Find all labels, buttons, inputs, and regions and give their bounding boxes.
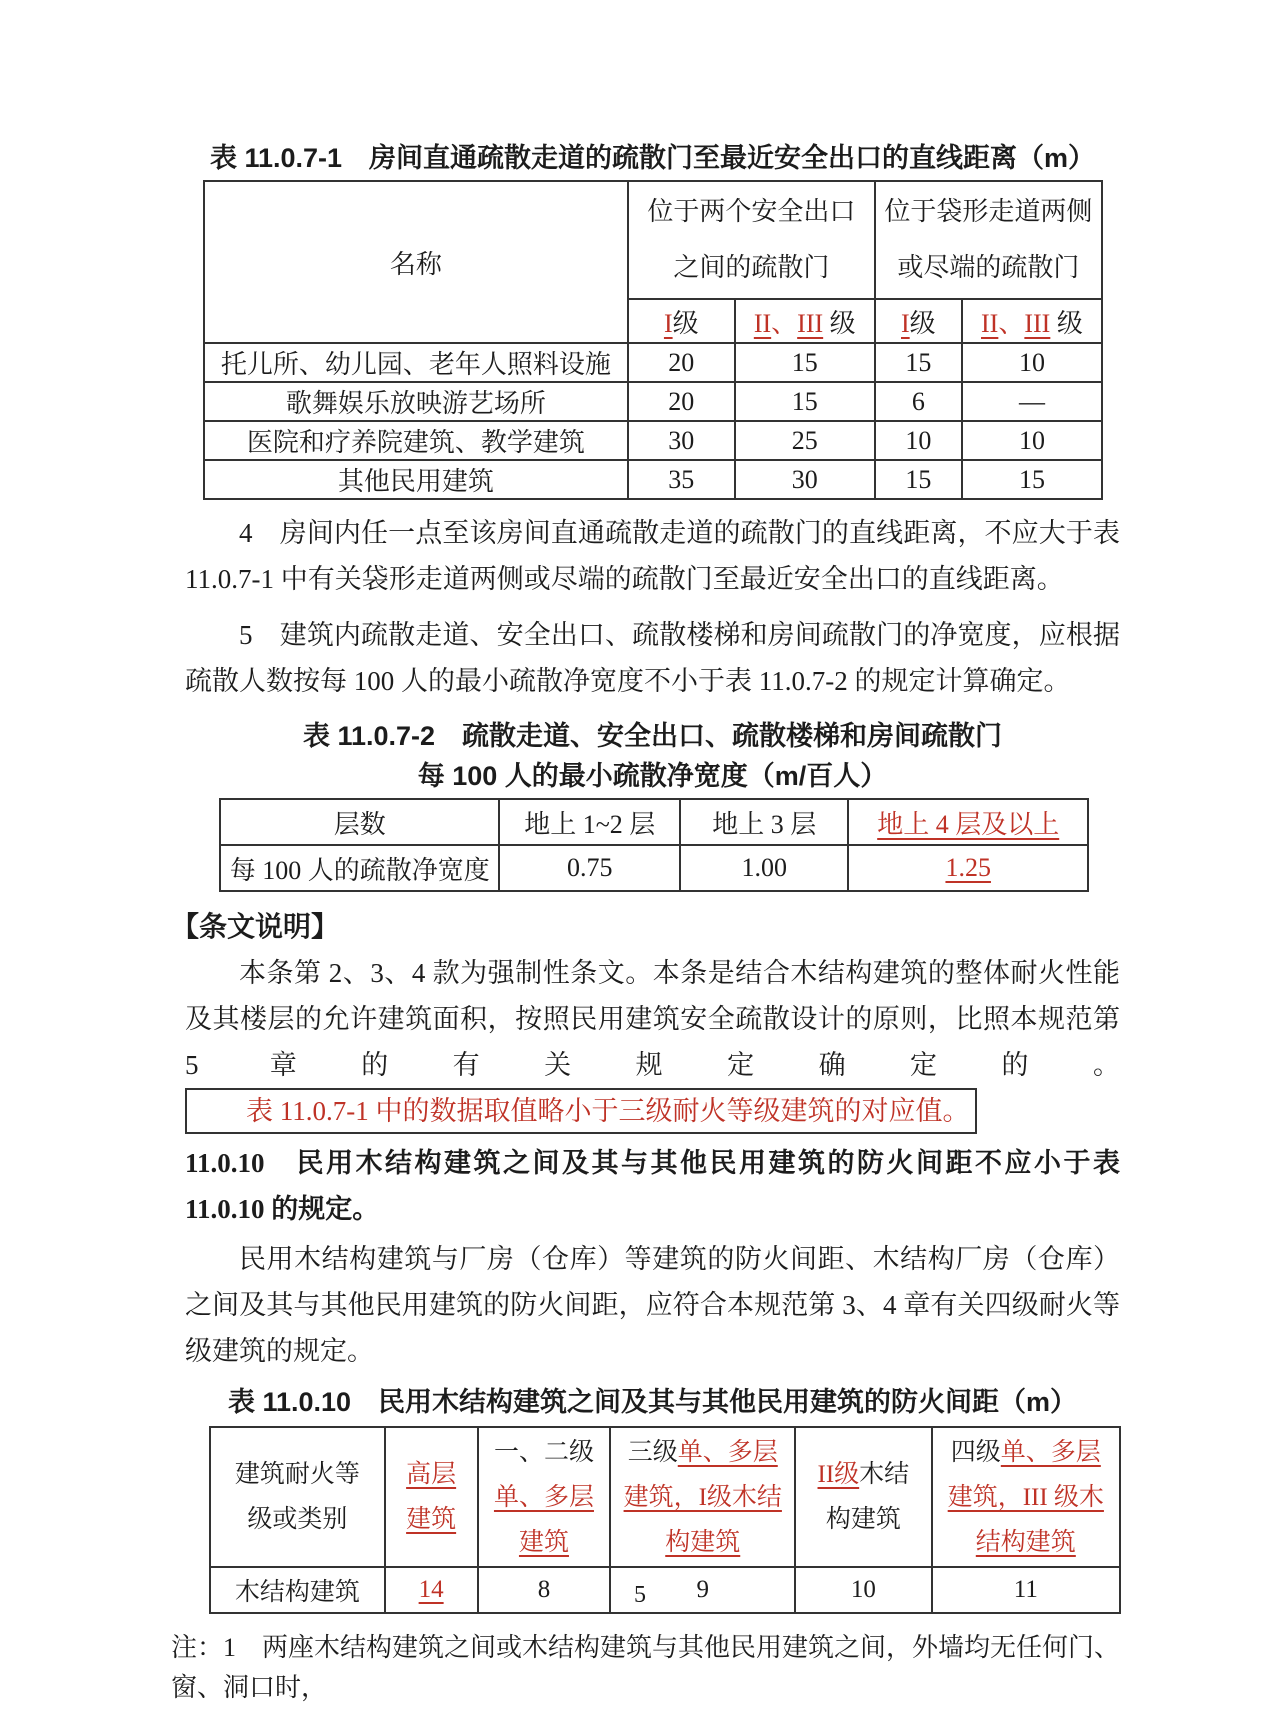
table3-header-line: 建筑 xyxy=(518,1528,569,1556)
table3-header-line: 高层 xyxy=(406,1461,457,1488)
table3-cell: 9 xyxy=(610,1567,795,1613)
table1-group2-line2: 或尽端的疏散门 xyxy=(897,253,1080,282)
table1-cell: — xyxy=(962,382,1102,421)
table2-cell: 1.00 xyxy=(680,845,848,891)
table1-cell: 10 xyxy=(962,343,1102,382)
table3-header-line: 单、多层 xyxy=(493,1483,594,1511)
table1-row-name: 医院和疗养院建筑、教学建筑 xyxy=(204,421,628,460)
table1-cell: 30 xyxy=(735,460,875,499)
table1-group-header-row xyxy=(204,181,1102,299)
paragraph-item-5: 5 建筑内疏散走道、安全出口、疏散楼梯和房间疏散门的净宽度，应根据疏散人数按每 100 人的最小疏散净宽度不小于表 11.0.7-2 的规定计算确定。 xyxy=(185,620,1120,696)
table1-group2-header xyxy=(875,181,1102,299)
table3-header-line: 建筑，I级木结 xyxy=(623,1483,782,1511)
table3-header-grade3 xyxy=(610,1427,795,1567)
table2-row-label: 每 100 人的疏散净宽度 xyxy=(220,845,499,891)
table2-data-row xyxy=(220,845,1088,891)
table2-header-cell: 地上 1~2 层 xyxy=(499,799,680,845)
table2-header-cell: 地上 3 层 xyxy=(680,799,848,845)
table-11-0-10-title: 表 11.0.10 民用木结构建筑之间及其与其他民用建筑的防火间距（m） xyxy=(227,1387,1078,1417)
table2-cell: 0.75 xyxy=(499,845,680,891)
table3-cell: 14 xyxy=(385,1567,478,1613)
table3-footnote: 注：1 两座木结构建筑之间或木结构建筑与其他民用建筑之间，外墙均无任何门、窗、洞口时， xyxy=(171,1633,1121,1702)
table3-header-line: 建筑，III 级木 xyxy=(947,1483,1104,1511)
table3-header-highrise xyxy=(385,1427,478,1567)
table1-row-name: 其他民用建筑 xyxy=(204,460,628,499)
table-11-0-7-1 xyxy=(203,180,1103,500)
table1-group1-header xyxy=(628,181,875,299)
table3-header-line: 四级单、多层 xyxy=(950,1438,1101,1466)
page-content xyxy=(171,140,1121,1708)
table-11-0-7-2-title-line1: 表 11.0.7-2 疏散走道、安全出口、疏散楼梯和房间疏散门 xyxy=(302,721,1003,751)
paragraph-item-4: 4 房间内任一点至该房间直通疏散走道的疏散门的直线距离，不应大于表 11.0.7-1 中有关袋形走道两侧或尽端的疏散门至最近安全出口的直线距离。 xyxy=(185,518,1120,594)
table1-cell: 20 xyxy=(628,382,735,421)
table1-cell: 15 xyxy=(735,382,875,421)
table3-corner-line: 级或类别 xyxy=(247,1506,348,1533)
clause-11-0-10-paragraph: 民用木结构建筑与厂房（仓库）等建筑的防火间距、木结构厂房（仓库）之间及其与其他民用建筑的防火间距，应符合本规范第 3、4 章有关四级耐火等级建筑的规定。 xyxy=(185,1244,1120,1366)
table3-header-grade12 xyxy=(478,1427,611,1567)
table1-cell: 15 xyxy=(875,343,962,382)
table1-cell: 15 xyxy=(962,460,1102,499)
table2-header-cell: 层数 xyxy=(220,799,499,845)
table-11-0-7-2 xyxy=(219,798,1089,892)
table1-subheader-cell: II、III 级 xyxy=(962,299,1102,343)
table1-group2-line1: 位于袋形走道两侧 xyxy=(884,197,1093,226)
table3-header-line: 结构建筑 xyxy=(975,1528,1076,1556)
table1-row xyxy=(204,343,1102,382)
table1-cell: 20 xyxy=(628,343,735,382)
clause-11-0-10-statement: 11.0.10 民用木结构建筑之间及其与其他民用建筑的防火间距不应小于表 11.0.10 的规定。 xyxy=(185,1148,1120,1224)
table1-row-name: 托儿所、幼儿园、老年人照料设施 xyxy=(204,343,628,382)
table3-header-row xyxy=(210,1427,1120,1567)
table3-header-line: 一、二级 xyxy=(493,1438,594,1466)
table3-header-line: 建筑 xyxy=(406,1506,457,1533)
table2-cell: 1.25 xyxy=(848,845,1088,891)
table1-subheader-cell: II、III 级 xyxy=(735,299,875,343)
table3-corner-header xyxy=(210,1427,385,1567)
table3-header-line: II级木结 xyxy=(817,1461,910,1488)
table1-cell: 10 xyxy=(962,421,1102,460)
table1-cell: 35 xyxy=(628,460,735,499)
table1-cell: 10 xyxy=(875,421,962,460)
table1-name-header: 名称 xyxy=(204,181,628,343)
table1-group1-line2: 之间的疏散门 xyxy=(673,253,830,282)
table1-cell: 15 xyxy=(875,460,962,499)
table1-cell: 30 xyxy=(628,421,735,460)
table2-header-cell: 地上 4 层及以上 xyxy=(848,799,1088,845)
table3-corner-line: 建筑耐火等 xyxy=(234,1461,360,1488)
table1-subheader-cell: I级 xyxy=(875,299,962,343)
commentary-boxed-note: 表 11.0.7-1 中的数据取值略小于三级耐火等级建筑的对应值。 xyxy=(185,1088,977,1134)
table3-header-line: 构建筑 xyxy=(665,1528,741,1556)
page-number: 5 xyxy=(634,1582,646,1608)
table3-cell: 8 xyxy=(478,1567,611,1613)
commentary-paragraph xyxy=(185,950,1120,1134)
table-11-0-7-1-title: 表 11.0.7-1 房间直通疏散走道的疏散门至最近安全出口的直线距离（m） xyxy=(209,143,1096,173)
table3-header-line: 三级单、多层 xyxy=(627,1438,778,1466)
table2-header-row xyxy=(220,799,1088,845)
table1-cell: 15 xyxy=(735,343,875,382)
table3-cell: 11 xyxy=(932,1567,1120,1613)
commentary-lead-text: 本条第 2、3、4 款为强制性条文。本条是结合木结构建筑的整体耐火性能及其楼层的允许建筑面积，按照民用建筑安全疏散设计的原则，比照本规范第 5 章的有关规定确定的。 xyxy=(185,958,1120,1080)
table1-row xyxy=(204,460,1102,499)
table1-cell: 25 xyxy=(735,421,875,460)
table3-header-grade2-timber xyxy=(795,1427,932,1567)
table1-row xyxy=(204,382,1102,421)
table1-row xyxy=(204,421,1102,460)
commentary-heading: 【条文说明】 xyxy=(171,911,340,942)
table1-subheader-cell: I级 xyxy=(628,299,735,343)
table3-header-grade4 xyxy=(932,1427,1120,1567)
table3-header-line: 构建筑 xyxy=(825,1506,901,1533)
table-11-0-7-2-title-line2: 每 100 人的最小疏散净宽度（m/百人） xyxy=(417,761,888,791)
table1-cell: 6 xyxy=(875,382,962,421)
table1-group1-line1: 位于两个安全出口 xyxy=(647,197,856,226)
table1-row-name: 歌舞娱乐放映游艺场所 xyxy=(204,382,628,421)
table3-row-label: 木结构建筑 xyxy=(210,1567,385,1613)
table3-cell: 10 xyxy=(795,1567,932,1613)
